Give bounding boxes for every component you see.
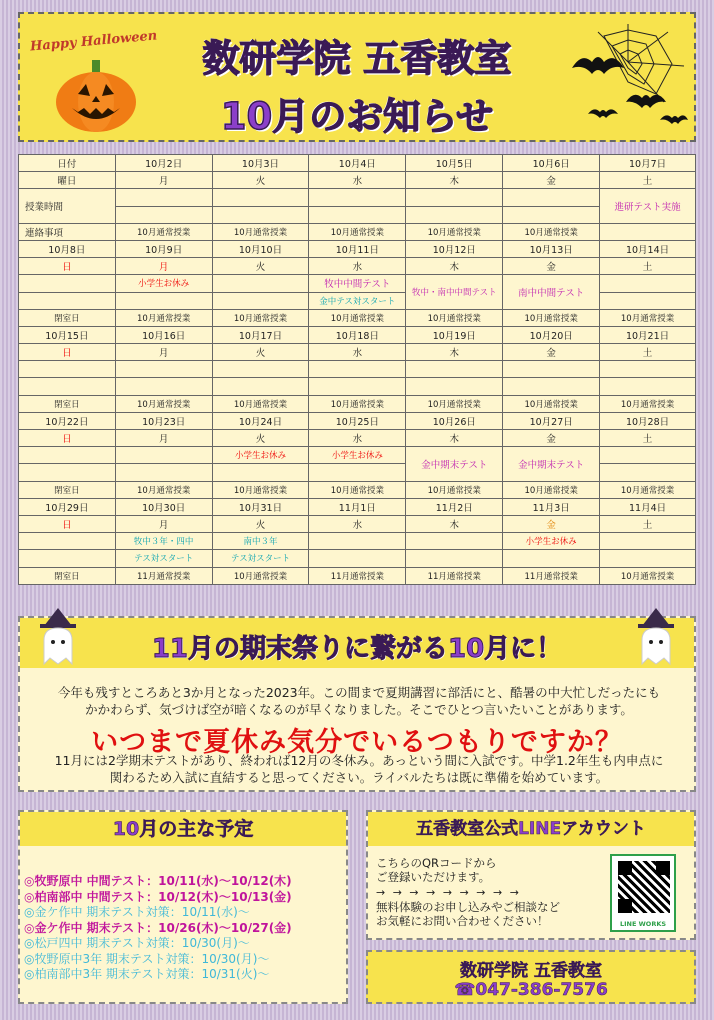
message-banner [20,618,694,668]
event-cell: 金中テス対スタート [309,292,406,309]
table-row: 閉室日 10月通常授業 10月通常授業 10月通常授業 10月通常授業 10月通常授業 10月通常授業 [19,309,696,326]
list-item: ◎柏南部中 中間テスト：10/12(木)〜10/13(金) [24,889,292,904]
schedule-section [18,810,348,1004]
list-item: ◎牧野原中 中間テスト：10/11(水)〜10/12(木) [24,874,292,888]
page-subtitle: 10月のお知らせ [220,95,494,138]
table-row [19,550,696,567]
table-row [19,189,696,206]
table-row: 10月8日 10月9日 10月10日 10月11日 10月12日 10月13日 10月14日 [19,240,696,257]
message-paragraph: 11月には2学期末テストがあり、終われば12月の冬休み。あっという間に入試です。中学1.2年生も内申点に 関わるため入試に直結すると思ってください。ライバルたちは既に準備を始めています。 [54,753,664,785]
table-row: 日 月 火 水 木 金 土 [19,515,696,532]
table-row: 閉室日 10月通常授業 10月通常授業 10月通常授業 10月通常授業 10月通常授業 10月通常授業 [19,481,696,498]
page-title: 数研学院 五香教室 [202,37,512,80]
label-date: 日付 [19,155,116,172]
event-cell: 小学生お休み [115,275,212,292]
table-row: 10月22日 10月23日 10月24日 10月25日 10月26日 10月27日 10月28日 [19,412,696,429]
event-cell: テス対スタート [115,550,212,567]
phone-number[interactable]: ☎047-386-7576 [454,980,608,1000]
bat-spiderweb-icon [568,22,688,134]
table-row: 日 月 火 水 木 金 土 [19,258,696,275]
event-cell: 小学生お休み [212,447,309,464]
table-row: 閉室日 10月通常授業 10月通常授業 10月通常授業 10月通常授業 10月通常授業 10月通常授業 [19,395,696,412]
list-item: ◎松戸四中 期末テスト対策：10/30(月)〜 [24,936,250,950]
label-notice: 連絡事項 [19,223,116,240]
table-row: 日付 10月2日 10月3日 10月4日 10月5日 10月6日 10月7日 [19,155,696,172]
event-cell: 進研テスト実施 [600,189,696,223]
table-row [19,447,696,464]
table-row [19,533,696,550]
event-cell: 牧中・南中中間テスト [406,275,503,309]
event-cell: 金中期末テスト [503,447,600,481]
qr-pattern [618,861,670,913]
list-item: ◎柏南部中3年 期末テスト対策：10/31(火)〜 [24,967,270,981]
contact-section [366,950,696,1004]
schedule-title: 10月の主な予定 [20,812,346,846]
table-row: 日 月 火 水 木 金 土 [19,344,696,361]
header [18,12,696,142]
list-item: ◎牧野原中3年 期末テスト対策：10/30(月)〜 [24,951,270,966]
event-cell: 南中３年 [212,533,309,550]
table-row: 日 月 火 水 木 金 土 [19,430,696,447]
table-row: 閉室日 11月通常授業 10月通常授業 11月通常授業 11月通常授業 11月通常授業 10月通常授業 [19,567,696,584]
line-section [366,810,696,940]
list-item: ◎金ケ作中 期末テスト：10/26(木)〜10/27(金) [24,920,292,935]
event-cell: 牧中中間テスト [309,275,406,292]
ghost-icon [636,608,676,666]
event-cell: 牧中３年・四中 [115,533,212,550]
line-text: こちらのQRコードから ご登録いただけます。 [376,856,497,884]
phone-icon: ☎ [454,980,476,1000]
message-paragraph: 今年も残すところあと3か月となった2023年。この間まで夏期講習に部活にと、酷暑の中大忙しだったにも かかわらず、気づけば空が暗くなるのが早くなりました。そこでひとつ言いたいことがあります。 [57,685,661,717]
label-class-time: 授業時間 [19,189,116,223]
event-cell: 小学生お休み [503,533,600,550]
event-cell: 南中中間テスト [503,275,600,309]
list-item: ◎金ケ作中 期末テスト対策：10/11(水)〜 [24,905,250,919]
schedule-list [24,874,292,983]
table-row: 10月15日 10月16日 10月17日 10月18日 10月19日 10月20日 10月21日 [19,326,696,343]
label-day: 曜日 [19,172,116,189]
event-cell: 小学生お休み [309,447,406,464]
line-title: 五香教室公式LINEアカウント [368,812,694,846]
calendar-table [18,154,696,585]
qr-label: LINE WORKS [619,920,667,928]
school-name: 数研学院 五香教室 [460,961,602,981]
event-cell: 金中期末テスト [406,447,503,481]
table-row [19,275,696,292]
halloween-text: Happy Halloween [29,28,158,55]
table-row: 連絡事項 10月通常授業 10月通常授業 10月通常授業 10月通常授業 10月通常授業 [19,223,696,240]
message-headline: いつまで夏休み気分でいるつもりですか？ [91,727,623,758]
message-title: 11月の期末祭りに繋がる10月に！ [151,634,563,664]
message-section [18,616,696,792]
qr-code[interactable] [610,854,676,932]
table-row: 曜日 月 火 水 木 金 土 [19,172,696,189]
arrow-row: → → → → → → → → → [376,886,521,899]
event-cell: テス対スタート [212,550,309,567]
table-row: 10月29日 10月30日 10月31日 11月1日 11月2日 11月3日 11月4日 [19,498,696,515]
line-text: 無料体験のお申し込みやご相談など お気軽にお問い合わせください！ [376,900,560,928]
